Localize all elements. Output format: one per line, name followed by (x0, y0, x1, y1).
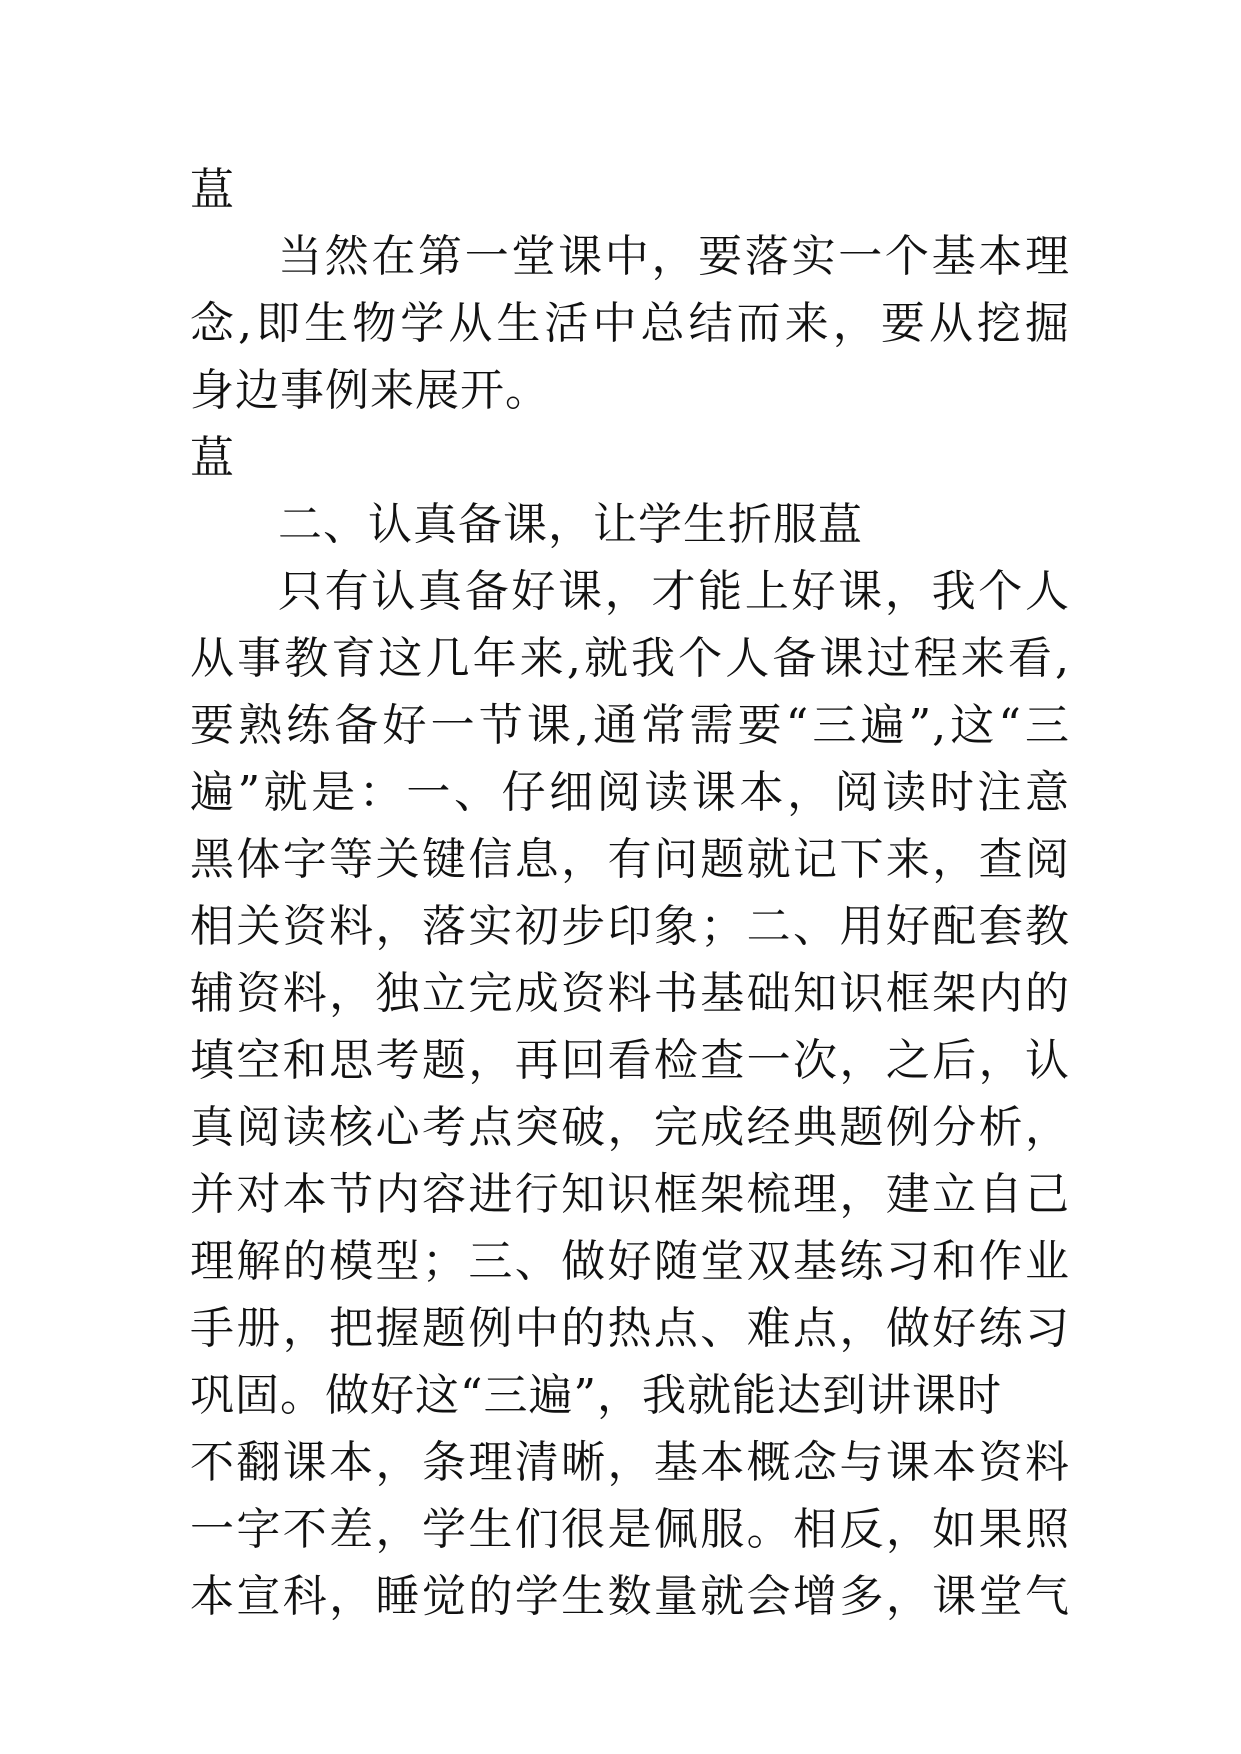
body-text (190, 156, 1070, 1630)
text-line: 辅资料，独立完成资料书基础知识框架内的 (190, 968, 1070, 1019)
text-line: 理解的模型；三、做好随堂双基练习和作业 (190, 1236, 1070, 1287)
text-line: 要熟练备好一节课,通常需要“三遍”,这“三 (190, 700, 1070, 751)
text-line: 身边事例来展开。 (190, 365, 550, 416)
text-line: 本宣科，睡觉的学生数量就会增多，课堂气 (190, 1571, 1070, 1622)
text-line: 只有认真备好课，才能上好课，我个人 (278, 566, 1070, 617)
text-line: 当然在第一堂课中，要落实一个基本理 (278, 231, 1070, 282)
text-line: 黑体字等关键信息，有问题就记下来，查阅 (190, 834, 1070, 885)
text-line: 遍”就是：一、仔细阅读课本，阅读时注意 (190, 767, 1070, 818)
paragraph-mark: 蒀 (190, 432, 235, 483)
text-line: 相关资料，落实初步印象；二、用好配套教 (190, 901, 1070, 952)
text-line: 从事教育这几年来,就我个人备课过程来看, (190, 633, 1070, 684)
text-line: 真阅读核心考点突破，完成经典题例分析， (190, 1102, 1070, 1153)
text-line: 手册，把握题例中的热点、难点，做好练习 (190, 1303, 1070, 1354)
section-heading: 二、认真备课，让学生折服蒀 (278, 499, 863, 550)
text-line: 念,即生物学从生活中总结而来，要从挖掘 (190, 298, 1070, 349)
text-line: 并对本节内容进行知识框架梳理，建立自己 (190, 1169, 1070, 1220)
text-line: 不翻课本，条理清晰，基本概念与课本资料 (190, 1437, 1070, 1488)
text-line: 巩固。做好这“三遍”，我就能达到讲课时 (190, 1370, 1002, 1421)
text-line: 填空和思考题，再回看检查一次，之后，认 (190, 1035, 1070, 1086)
paragraph-mark: 蒀 (190, 164, 235, 215)
text-line: 一字不差，学生们很是佩服。相反，如果照 (190, 1504, 1070, 1555)
